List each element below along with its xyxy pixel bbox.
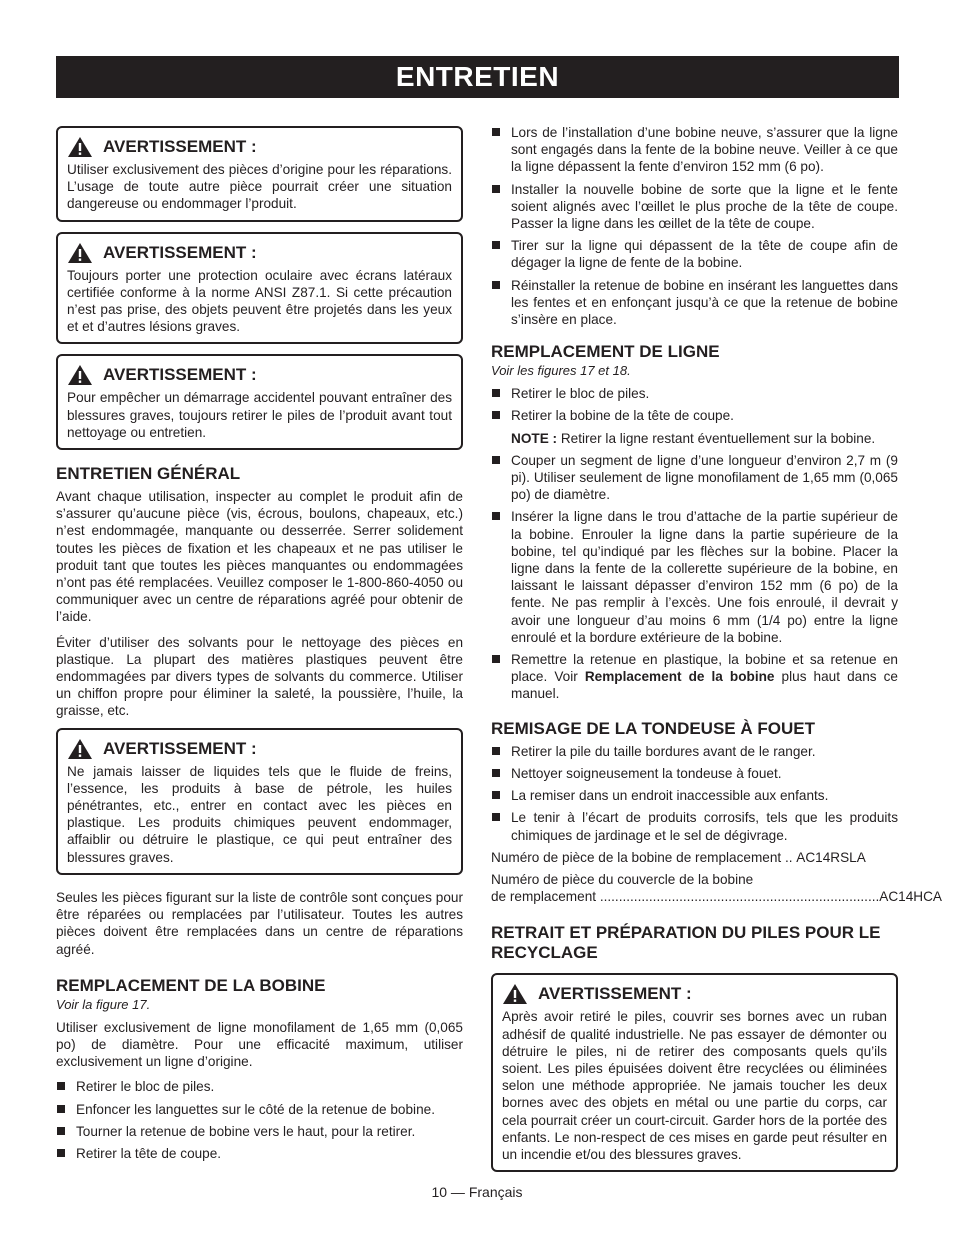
section-heading-battery: RETRAIT ET PRÉPARATION DU PILES POUR LE RECYCLAGE <box>491 923 881 963</box>
list-item: Réinstaller la retenue de bobine en insérant les languettes dans les fentes et en enfonçant jusqu’à ce que la retenue de bobine s’insère en place. <box>491 277 898 329</box>
warning-text: Pour empêcher un démarrage accidentel pouvant entraîner des blessures graves, toujours retirer le piles de l’produit avant tout nettoyage ou entretien. <box>67 390 452 440</box>
list-item: Lors de l’installation d’une bobine neuve, s’assurer que la ligne sont engagés dans la fente de la bobine neuve. Veiller à ce que la ligne dépassent la fente d’environ 152 mm (6 po). <box>491 124 898 176</box>
warning-box-accidental-start <box>56 354 463 450</box>
warning-box-original-parts <box>56 126 463 222</box>
note <box>491 430 898 447</box>
list-item: Remettre la retenue en plastique, la bobine et sa retenue en place. Voir Remplacement de la bobine plus haut dans ce manuel. <box>491 651 898 703</box>
warning-box-liquids <box>56 728 463 875</box>
paragraph: Éviter d’utiliser des solvants pour le nettoyage des pièces en plastique. La plupart des matières plastiques peuvent être endommagées par divers types de solvants du commerce. Utiliser un chiffon propre pour éliminer la saleté, la poussière, l’huile, la graisse, etc. <box>56 634 463 719</box>
list-item: Insérer la ligne dans le trou d’attache de la partie supérieur de la bobine. Enrouler la ligne dans la partie supérieure de la bobine, tel qu’indiqué par les flèches sur la bobine. Placer la ligne dans la fente de la collerette supérieure de la bobine, en laissant le laissant dépasser d’environ 152 mm (6 po) de la fente. Ne pas remplir à l’excès. Une fois enroulé, il devrait y avoir une longueur d’au moins 6 mm (1/4 po) entre la ligne enroulé et la bordure extérieure de la bobine. <box>491 508 898 646</box>
warning-text: Utiliser exclusivement des pièces d’origine pour les réparations. L’usage de toute autre pièce pourrait créer une situation dangereuse ou endommager l’produit. <box>67 162 452 212</box>
paragraph: Seules les pièces figurant sur la liste de contrôle sont conçues pour être réparées ou remplacées par l’utilisateur. Toutes les autres pièces doivent être remplacées dans un centre de réparations agréé. <box>56 889 463 957</box>
figure-reference: Voir les figures 17 et 18. <box>491 363 631 379</box>
part-number-value: AC14HCA <box>879 889 943 905</box>
list-item: Retirer la bobine de la tête de coupe. <box>491 407 898 424</box>
section-heading-storage: REMISAGE DE LA TONDEUSE À FOUET <box>491 718 815 738</box>
warning-label: AVERTISSEMENT : <box>538 984 692 1004</box>
warning-label: AVERTISSEMENT : <box>103 242 257 262</box>
warning-text: Après avoir retiré le piles, couvrir ses bornes avec un ruban adhésif de qualité industrielle. Ne pas essayer de démonter ou détruire le piles, ni de retirer des composants quels qu’ils soient. Les piles épuisées doivent être recyclées ou éliminées selon une méthode appropriée. Ne jamais toucher les deux bornes avec des objets en métal ou une partie du corps, car cela pourrait créer un court-circuit. Garder hors de la portée des enfants. Le non-respect de ces mises en garde peut résulter en un incendie et/ou des blessures graves. <box>502 1009 887 1162</box>
list-item: La remiser dans un endroit inaccessible aux enfants. <box>491 787 898 804</box>
line-steps-list <box>491 385 898 424</box>
note-label: NOTE : <box>511 430 558 446</box>
list-item: Retirer la pile du taille bordures avant de le ranger. <box>491 743 898 760</box>
line-steps-list-b <box>491 452 898 703</box>
paragraph: Utiliser exclusivement de ligne monofilament de 1,65 mm (0,065 po) de diamètre. Pour une efficacité maximum, utiliser exclusivement un ligne d’origine. <box>56 1019 463 1070</box>
warning-label: AVERTISSEMENT : <box>103 365 257 385</box>
spool-steps-list <box>56 1078 463 1162</box>
warning-text: Toujours porter une protection oculaire avec écrans latéraux certifiée conforme à la norme ANSI Z87.1. Si cette précaution n’est pas prise, des objets peuvent être projetés dans les yeux et et d’autres lésions graves. <box>67 267 452 335</box>
left-column <box>56 126 463 1167</box>
warning-label: AVERTISSEMENT : <box>103 137 257 156</box>
cross-reference: Remplacement de la bobine <box>584 669 775 685</box>
list-item: Le tenir à l’écart de produits corrosifs, tels que les produits chimiques de jardinage et le sel de dégivrage. <box>491 809 898 843</box>
section-heading-line: REMPLACEMENT DE LIGNE <box>491 342 720 362</box>
warning-triangle-icon <box>67 738 93 760</box>
warning-triangle-icon <box>67 364 93 386</box>
list-item: Tourner la retenue de bobine vers le haut, pour la retirer. <box>56 1123 463 1140</box>
part-number-value: AC14RSLA <box>796 849 866 865</box>
section-heading-general: ENTRETIEN GÉNÉRAL <box>56 464 241 484</box>
spool-steps-list-continued <box>491 124 898 328</box>
part-number-spool: Numéro de pièce de la bobine de remplacement .. AC14RSLA <box>491 849 866 865</box>
warning-box-eye-protection <box>56 232 463 345</box>
part-number-cover: de remplacement .......................................................................... AC14HCA <box>491 889 943 905</box>
list-item: Tirer sur la ligne qui dépassent de la tête de coupe afin de dégager la ligne de fente de la bobine. <box>491 237 898 271</box>
warning-triangle-icon <box>502 983 528 1005</box>
figure-reference: Voir la figure 17. <box>56 996 151 1012</box>
part-number-cover-line1: Numéro de pièce du couvercle de la bobine <box>491 871 754 887</box>
section-heading-spool: REMPLACEMENT DE LA BOBINE <box>56 975 326 995</box>
warning-text: Ne jamais laisser de liquides tels que le fluide de freins, l’essence, les produits à base de pétrole, les huiles pénétrantes, etc., entrer en contact avec les pièces en plastique. Les produits chimiques peuvent endommager, affaiblir ou détruire le plastique, ce qui peut entraîner des blessures graves. <box>67 763 452 865</box>
warning-box-battery <box>491 973 898 1172</box>
page-title: ENTRETIEN <box>56 56 899 98</box>
warning-triangle-icon <box>67 136 93 158</box>
note-text: Retirer la ligne restant éventuellement sur la bobine. <box>557 430 876 446</box>
list-item: Retirer le bloc de piles. <box>56 1078 463 1095</box>
warning-triangle-icon <box>67 242 93 264</box>
page-footer: 10 — Français <box>431 1184 523 1200</box>
list-item: Nettoyer soigneusement la tondeuse à fouet. <box>491 765 898 782</box>
list-item: Couper un segment de ligne d’une longueur d’environ 2,7 m (9 pi). Utiliser seulement de ligne monofilament de 1,65 mm (0,065 po) de diamètre. <box>491 452 898 504</box>
list-item: Retirer le bloc de piles. <box>491 385 898 402</box>
list-item: Retirer la tête de coupe. <box>56 1145 463 1162</box>
warning-label: AVERTISSEMENT : <box>103 738 257 758</box>
paragraph: Avant chaque utilisation, inspecter au complet le produit afin de s’assurer qu’aucune pièce (vis, écrous, boulons, chapeaux, etc.) n’est endommagée, manquante ou desserrée. Serrer solidement toutes les pièces de fixation et les chapeaux et ne pas utiliser le produit tant que toutes les pièces manquantes ou endommagées n’ont pas été remplacées. Veuillez composer le 1-800-860-4050 ou communiquer avec un centre de réparations agréé pour obtenir de l’aide. <box>56 489 463 625</box>
leader-dots: .......................................................................... <box>599 889 880 905</box>
list-item: Installer la nouvelle bobine de sorte que la ligne et le fente soient alignés avec l’œillet le plus proche de la tête de coupe. Passer la ligne dans les œillet de la tête de coupe. <box>491 181 898 233</box>
list-item: Enfoncer les languettes sur le côté de la retenue de bobine. <box>56 1101 463 1118</box>
storage-list <box>491 743 898 844</box>
right-column <box>491 124 943 1182</box>
